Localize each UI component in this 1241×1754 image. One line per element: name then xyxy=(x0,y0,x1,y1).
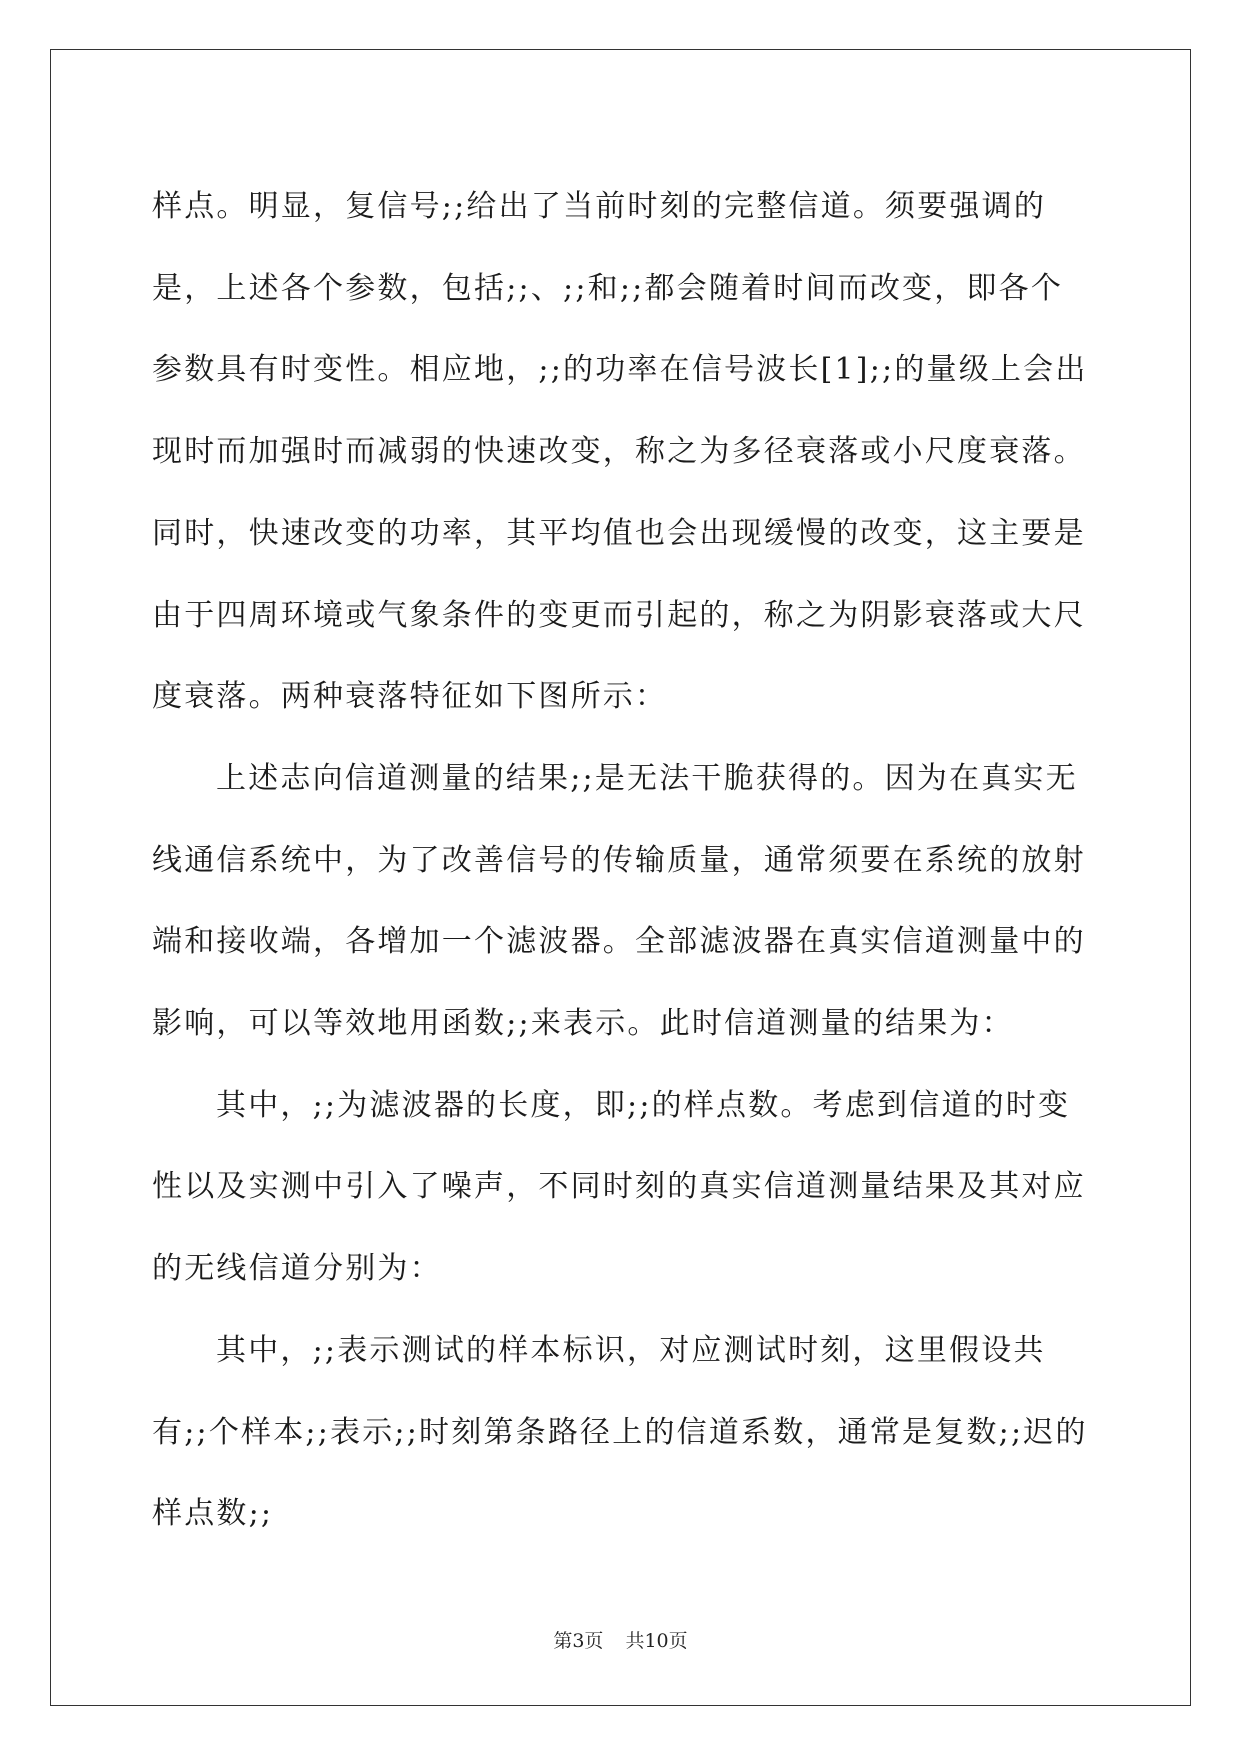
page-footer xyxy=(0,1626,1241,1653)
page-number: 第3页 xyxy=(553,1630,604,1652)
page-total: 共10页 xyxy=(625,1630,688,1652)
paragraph-3: 其中，;;为滤波器的长度，即;;的样点数。考虑到信道的时变性以及实测中引入了噪声，不同时刻的真实信道测量结果及其对应的无线信道分别为： xyxy=(152,1087,1086,1287)
document-body xyxy=(152,166,1092,1555)
paragraph-1: 样点。明显，复信号;;给出了当前时刻的完整信道。须要强调的是，上述各个参数，包括;;、;;和;;都会随着时间而改变，即各个参数具有时变性。相应地，;;的功率在信号波长[1];;的量级上会出现时而加强时而减弱的快速改变，称之为多径衰落或小尺度衰落。同时，快速改变的功率，其平均值也会出现缓慢的改变，这主要是由于四周环境或气象条件的变更而引起的，称之为阴影衰落或大尺度衰落。两种衰落特征如下图所示： xyxy=(152,189,1088,715)
paragraph-2: 上述志向信道测量的结果;;是无法干脆获得的。因为在真实无线通信系统中，为了改善信号的传输质量，通常须要在系统的放射端和接收端，各增加一个滤波器。全部滤波器在真实信道测量中的影响，可以等效地用函数;;来表示。此时信道测量的结果为： xyxy=(152,760,1086,1042)
paragraph-4: 其中，;;表示测试的样本标识，对应测试时刻，这里假设共有;;个样本;;表示;;时刻第条路径上的信道系数，通常是复数;;迟的样点数;; xyxy=(152,1332,1088,1532)
